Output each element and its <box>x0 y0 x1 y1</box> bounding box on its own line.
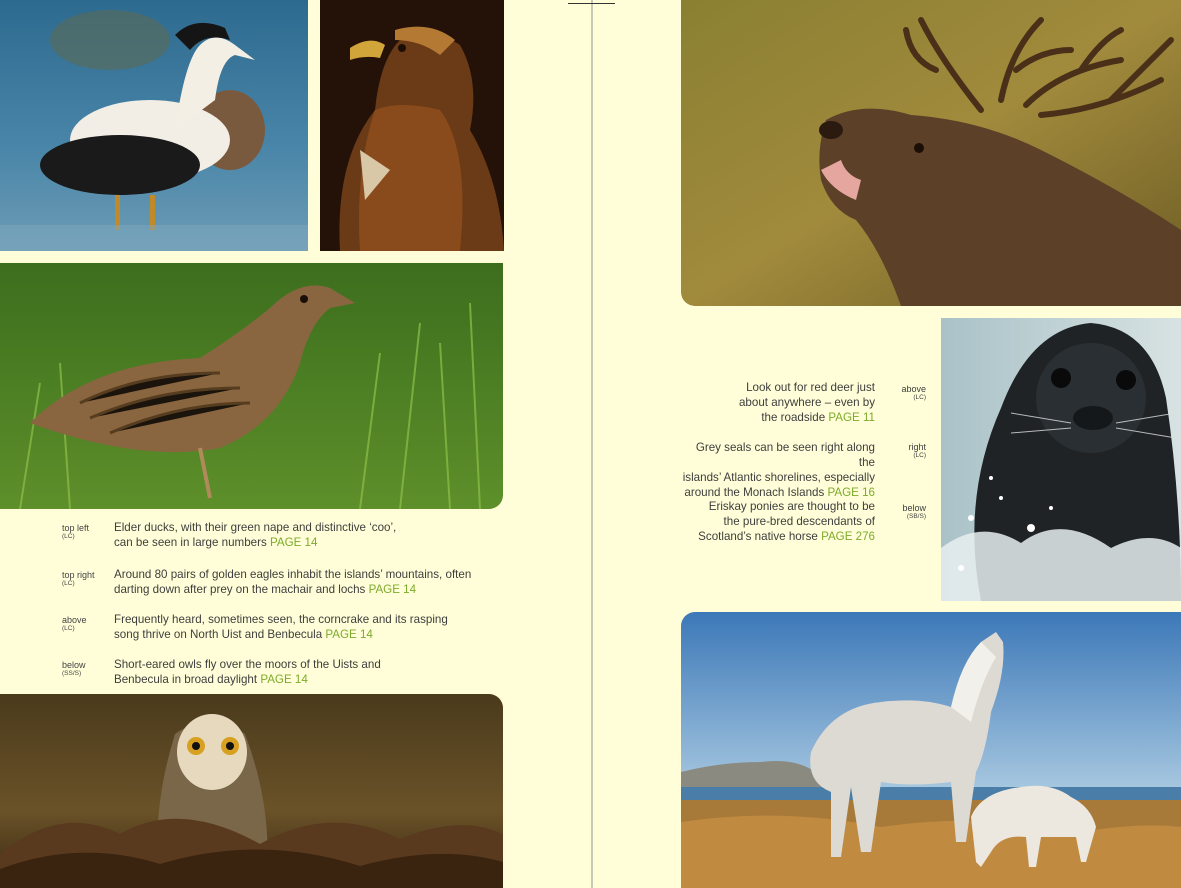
caption-tag: below (SS/S) <box>62 660 86 677</box>
caption-top-left <box>0 520 503 560</box>
golden-eagle-photo <box>320 0 504 251</box>
top-rule <box>568 3 615 4</box>
caption-text: Eriskay ponies are thought to be the pure-bred descendants of Scotland’s native horse PAGE 276 <box>698 500 875 543</box>
corncrake-photo <box>0 263 503 509</box>
caption-text: Short-eared owls fly over the moors of the Uists and Benbecula in broad daylight PAGE 14 <box>114 658 381 686</box>
page-link[interactable]: PAGE 14 <box>368 583 417 596</box>
red-deer-photo <box>681 0 1181 306</box>
caption-tag: above (LC) <box>62 615 87 632</box>
caption-text: Elder ducks, with their green nape and distinctive ‘coo’, can be seen in large numbers PAGE 14 <box>114 521 397 549</box>
short-eared-owl-photo <box>0 694 503 888</box>
caption-tag: right (LC) <box>908 442 926 459</box>
caption-text: Grey seals can be seen right along the islands’ Atlantic shorelines, especially around the Monach Islands PAGE 16 <box>682 441 875 499</box>
page-link[interactable]: PAGE 14 <box>260 673 308 686</box>
caption-above-right <box>690 380 875 425</box>
caption-tag: top right (LC) <box>62 570 95 587</box>
caption-below <box>0 657 503 697</box>
grey-seal-photo <box>941 318 1181 601</box>
page-link[interactable]: PAGE 16 <box>827 486 875 499</box>
page-link[interactable]: PAGE 14 <box>325 628 373 641</box>
caption-tag: below (SB/S) <box>902 503 926 520</box>
caption-tag: top left (LC) <box>62 523 90 540</box>
page-gutter <box>591 0 593 888</box>
caption-tag: above (LC) <box>901 384 926 401</box>
page-link[interactable]: PAGE 276 <box>821 530 875 543</box>
page-link[interactable]: PAGE 14 <box>269 536 318 549</box>
caption-text: Frequently heard, sometimes seen, the corncrake and its rasping song thrive on North Uist and Benbecula PAGE 14 <box>114 613 448 641</box>
caption-top-right <box>0 567 503 607</box>
caption-below-right <box>690 499 875 544</box>
caption-above <box>0 612 503 652</box>
caption-text: Around 80 pairs of golden eagles inhabit the islands’ mountains, often darting down after prey on the machair and lochs PAGE 14 <box>114 568 472 596</box>
caption-text: Look out for red deer just about anywhere – even by the roadside PAGE 11 <box>738 381 875 424</box>
page-link[interactable]: PAGE 11 <box>828 411 875 424</box>
eider-duck-photo <box>0 0 308 251</box>
caption-right <box>680 440 875 499</box>
eriskay-ponies-photo <box>681 612 1181 888</box>
